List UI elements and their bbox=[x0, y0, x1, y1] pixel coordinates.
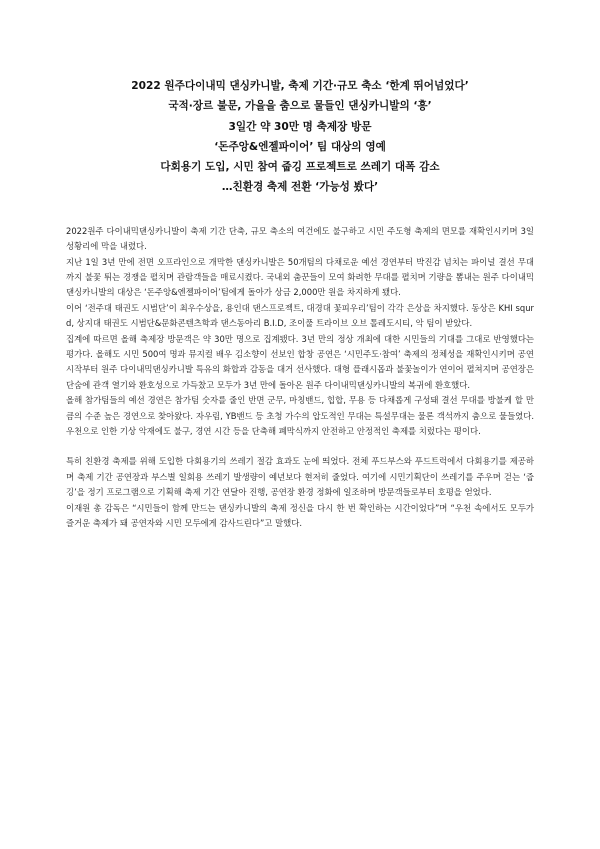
headline-subtitle-grand-prize: ‘돈주앙&엔젤파이어’ 팀 대상의 영예 bbox=[214, 140, 386, 153]
paragraph-intro: 2022원주 다이내믹댄싱카니발이 축제 기간 단축, 규모 축소의 여건에도 불구하고 시민 주도형 축제의 면모를 재확인시키며 3일 성황리에 막을 내렸다. bbox=[66, 225, 534, 252]
paragraph-director-quote: 이재원 총 감독은 “시민들이 함께 만드는 댄싱카니발의 축제 정신을 다시 한 번 확인하는 시간이었다”며 “우천 속에서도 모두가 즐거운 축제가 돼 공연자와 시민 모두에게 감사드린다”고 말했다. bbox=[66, 502, 534, 529]
paragraph-awards: 이어 ‘전주대 태권도 시범단’이 최우수상을, 용인대 댄스프로젝트, 대경대 꽃피우리’팀이 각각 은상을 차지했다. 동상은 KHI squrd, 상지대 태권도 시범단&문화콘텐츠학과 댄스동아리 B.I.D, 조이풀 트라이브 오브 톨레도시티, 악 팀이 받았다. bbox=[66, 302, 534, 329]
article-body bbox=[66, 224, 534, 532]
paragraph-preliminaries: 올해 참가팀들의 예선 경연은 참가팀 숫자를 줄인 반면 군무, 마칭밴드, 힙합, 무용 등 다채롭게 구성돼 결선 무대를 방불케 할 만큼의 수준 높은 경연으로 찾아왔다. 자우림, YB밴드 등 초청 가수의 압도적인 무대는 특설무대는 물론 객석까지 춤으로 물들였다. 우천으로 인한 기상 악재에도 불구, 경연 시간 등을 단축해 폐막식까지 안전하고 안정적인 축제를 치렀다는 평이다. bbox=[66, 395, 534, 437]
headline-title: 2022 원주다이내믹 댄싱카니발, 축제 기간·규모 축소 ‘한계 뛰어넘었다’ bbox=[131, 80, 469, 92]
headline-block bbox=[66, 76, 534, 198]
paragraph-opening: 지난 1일 3년 만에 전면 오프라인으로 개막한 댄싱카니발은 50개팀의 다채로운 예선 경연부터 박진감 넘치는 파이널 결선 무대까지 불꽃 튀는 경쟁을 펼치며 관람객들을 매료시켰다. 국내외 춤꾼들이 모여 화려한 무대를 펼치며 기량을 뽐내는 원주 다이내믹댄싱카니발의 대상은 ‘돈주앙&엔젤파이어’팀에게 돌아가 상금 2,000만 원을 차지하게 됐다. bbox=[66, 256, 534, 298]
paragraph-spacer bbox=[66, 439, 534, 454]
headline-subtitle-visitors: 3일간 약 30만 명 축제장 방문 bbox=[228, 120, 372, 133]
headline-subtitle-reusable: 다회용기 도입, 시민 참여 줍깅 프로젝트로 쓰레기 대폭 감소 bbox=[160, 161, 440, 174]
headline-subtitle-eco: …친환경 축제 전환 ‘가능성 봤다’ bbox=[221, 181, 379, 194]
headline-subtitle-genre: 국적·장르 불문, 가을을 춤으로 물들인 댄싱카니발의 ‘흥’ bbox=[168, 100, 432, 113]
paragraph-eco: 특히 친환경 축제를 위해 도입한 다회용기의 쓰레기 절감 효과도 눈에 띄었다. 전체 푸드부스와 푸드트럭에서 다회용기를 제공하며 축제 기간 공연장과 부스별 일회용 쓰레기 발생량이 예년보다 현저히 줄었다. 여기에 시민기획단이 쓰레기를 주우며 걷는 ‘줍깅’을 정기 프로그램으로 기획해 축제 기간 연달아 진행, 공연장 환경 정화에 일조하며 방문객들로부터 호평을 얻었다. bbox=[66, 456, 534, 498]
paragraph-attendance: 집계에 따르면 올해 축제장 방문객은 약 30만 명으로 집계됐다. 3년 만의 정상 개최에 대한 시민들의 기대를 그대로 반영했다는 평가다. 올해도 시민 500여 명과 뮤지컬 배우 김소향이 선보인 합창 공연은 ‘시민주도·참여’ 축제의 정체성을 재확인시키며 공연 시작부터 원주 다이내믹댄싱카니발 특유의 화합과 감동을 대거 선사했다. 대형 플래시몹과 불꽃놀이가 연이어 펼쳐지며 공연장은 단숨에 관객 열기와 환호성으로 가득찼고 모두가 3년 만에 돌아온 원주 다이내믹댄싱카니발의 복귀에 환호했다. bbox=[66, 333, 534, 390]
